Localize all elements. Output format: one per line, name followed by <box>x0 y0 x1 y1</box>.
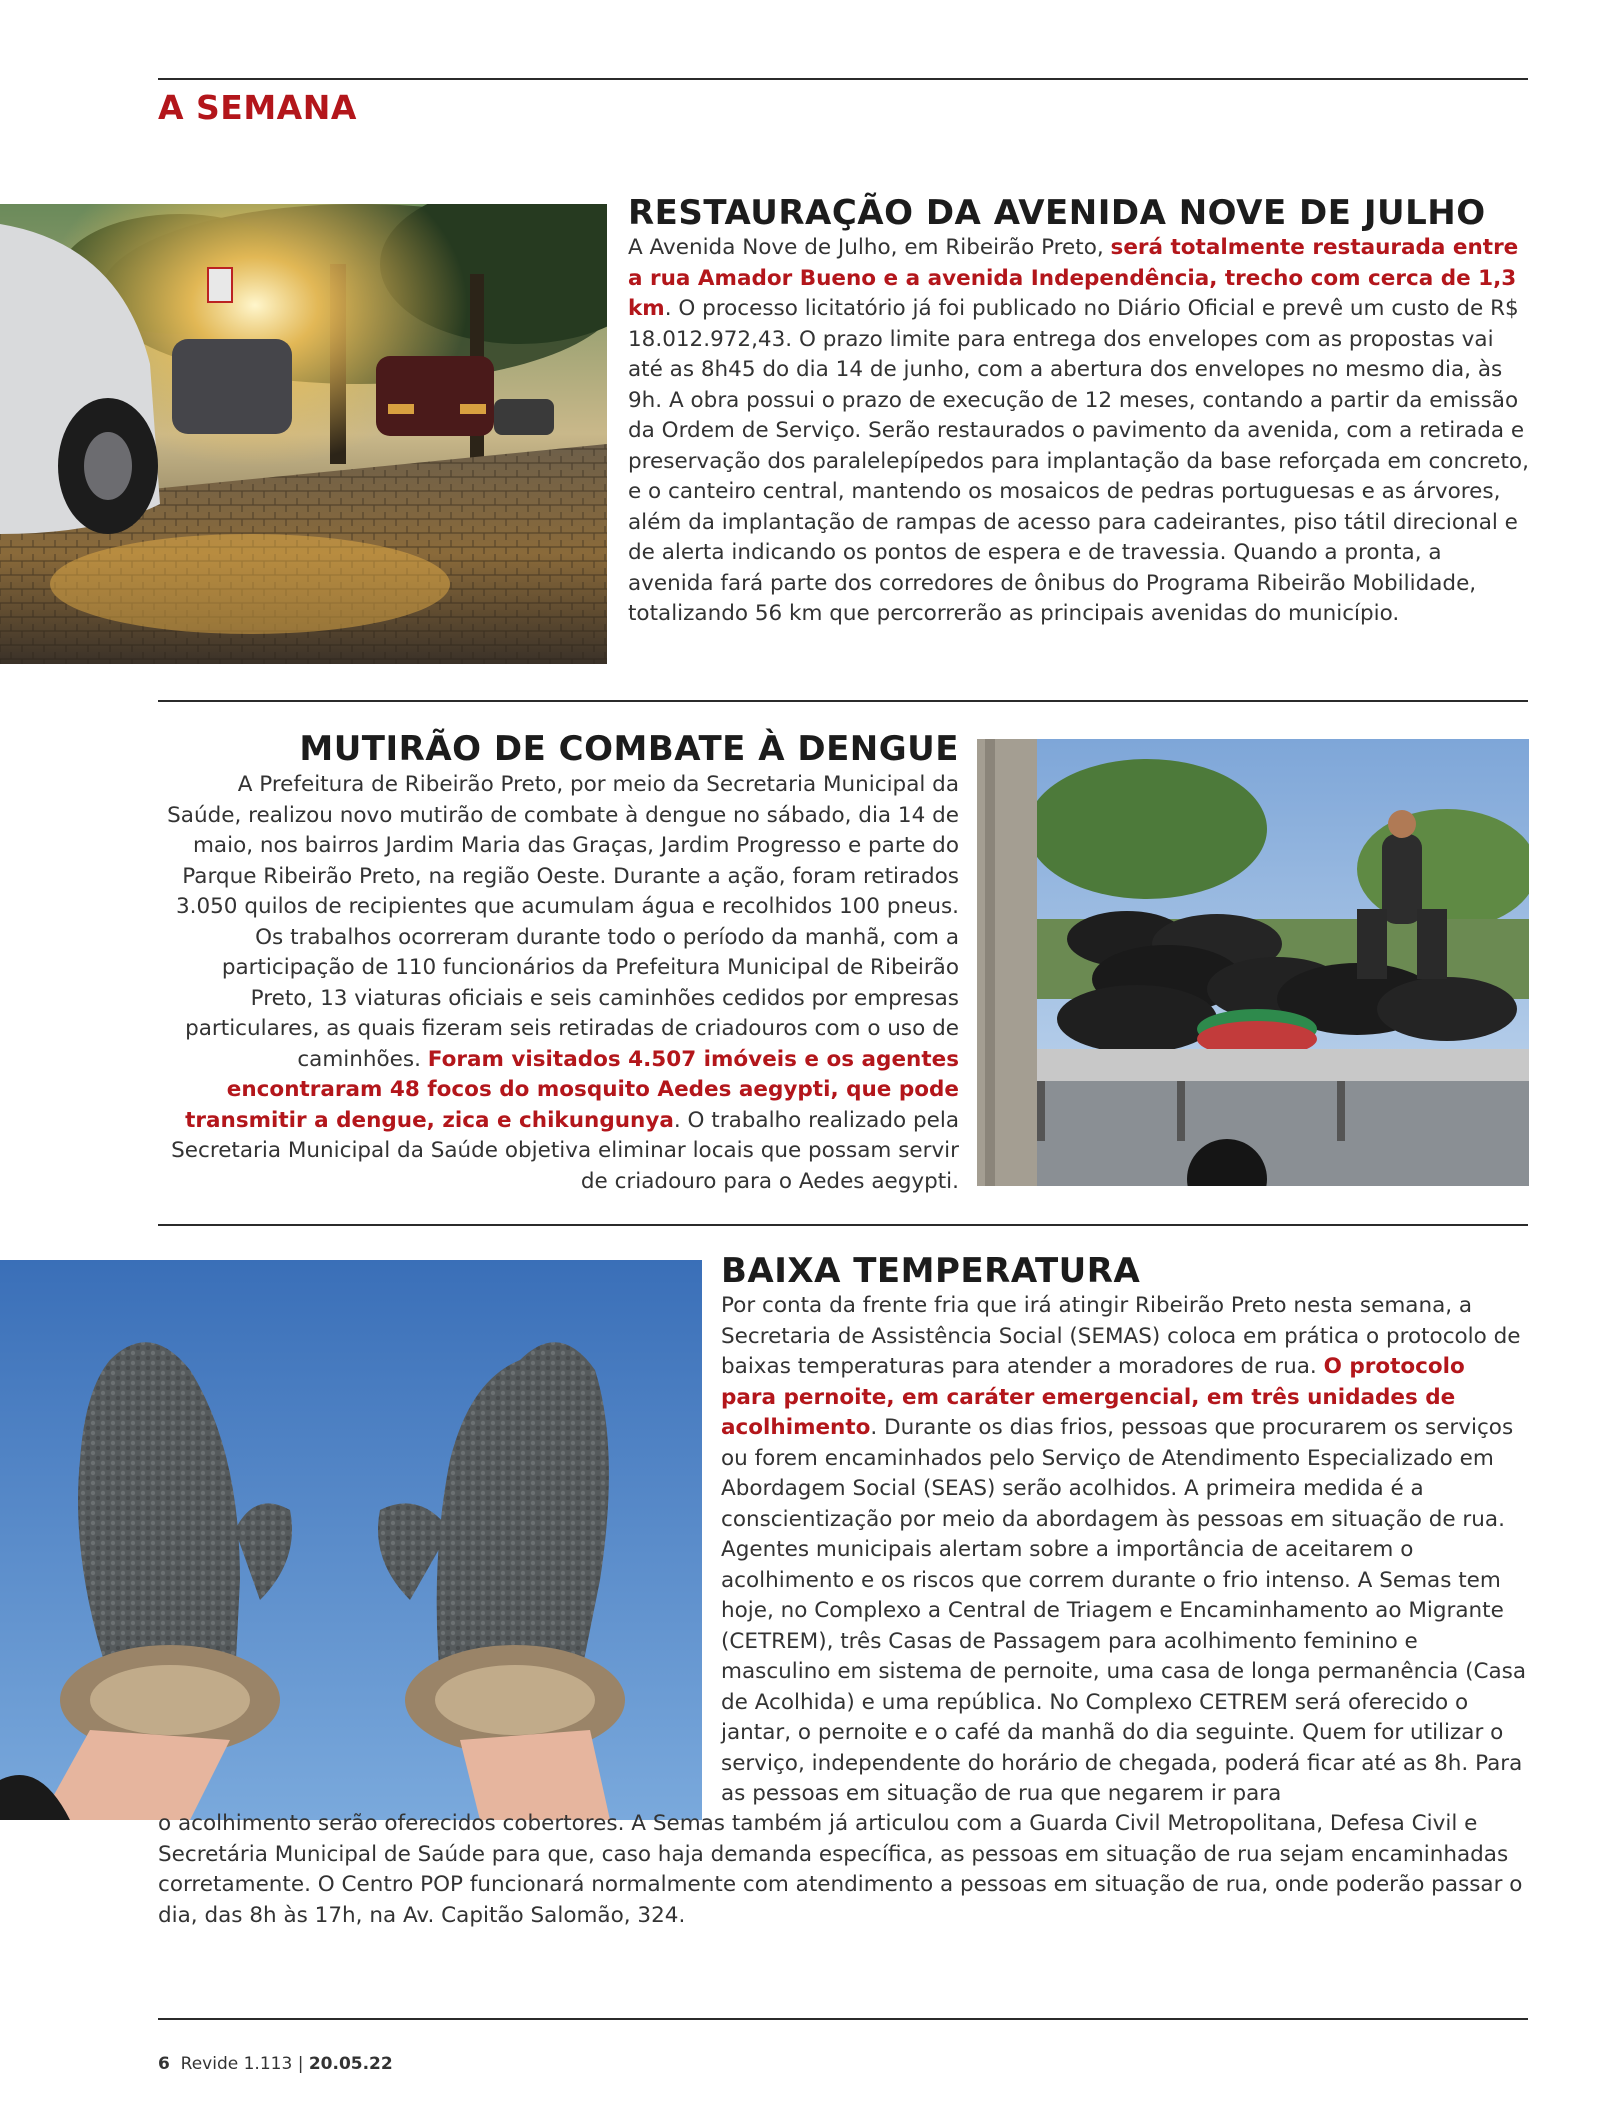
article-highlight: Foram visitados 4.507 imóveis e os agentes encontraram 48 focos do mosquito Aedes aegypti, que pode transmitir a dengue, zica e chikungunya <box>185 1046 959 1133</box>
footer-separator: | <box>297 2054 304 2074</box>
divider-rule <box>158 700 1528 702</box>
article-title: MUTIRÃO DE COMBATE À DENGUE <box>299 729 959 769</box>
avenue-photo <box>0 204 607 664</box>
article-body: A Prefeitura de Ribeirão Preto, por meio da Secretaria Municipal da Saúde, realizou novo mutirão de combate à dengue no sábado, dia 14 de maio, nos bairros Jardim Maria das Graças, Jardim Progresso e parte do Parque Ribeirão Preto, na região Oeste. Durante a ação, foram retirados 3.050 quilos de recipientes que acumulam água e recolhidos 100 pneus. Os trabalhos ocorreram durante todo o período da manhã, com a participação de 110 funcionários da Prefeitura Municipal de Ribeirão Preto, 13 viaturas oficiais e seis caminhões cedidos por empresas particulares, as quais fizeram seis retiradas de criadouros com o uso de caminhões. Foram visitados 4.507 imóveis e os agentes encontraram 48 focos do mosquito Aedes aegypti, que pode transmitir a dengue, zica e chikungunya. O trabalho realizado pela Secretaria Municipal da Saúde objetiva eliminar locais que possam servir de criadouro para o Aedes aegypti. <box>167 772 959 1194</box>
section-title: A SEMANA <box>158 88 357 127</box>
article-highlight: O protocolo para pernoite, em caráter emergencial, em três unidades de acolhimento <box>721 1354 1465 1440</box>
issue-date: 20.05.22 <box>308 2054 393 2074</box>
article-highlight: será totalmente restaurada entre a rua Amador Bueno e a avenida Independência, trecho com cerca de 1,3 km <box>628 235 1519 321</box>
article-title: BAIXA TEMPERATURA <box>721 1251 1141 1291</box>
page-number: 6 <box>158 2054 170 2074</box>
tires-truck-photo <box>977 739 1529 1186</box>
article-body-continued: o acolhimento serão oferecidos cobertores. A Semas também já articulou com a Guarda Civil Metropolitana, Defesa Civil e Secretária Municipal de Saúde para que, caso haja demanda específica, as pessoas em situação de rua sejam encaminhadas corretamente. O Centro POP funcionará normalmente com atendimento a pessoas em situação de rua, onde poderão passar o dia, das 8h às 17h, na Av. Capitão Salomão, 324. <box>158 1811 1523 1928</box>
bottom-rule <box>158 2018 1528 2020</box>
article-title: RESTAURAÇÃO DA AVENIDA NOVE DE JULHO <box>628 193 1486 233</box>
issue-label: Revide 1.113 <box>180 2054 293 2074</box>
article-body: A Avenida Nove de Julho, em Ribeirão Preto, será totalmente restaurada entre a rua Amador Bueno e a avenida Independência, trecho com cerca de 1,3 km. O processo licitatório já foi publicado no Diário Oficial e prevê um custo de R$ 18.012.972,43. O prazo limite para entrega dos envelopes com as propostas vai até as 8h45 do dia 14 de junho, com a abertura dos envelopes no mesmo dia, às 9h. A obra possui o prazo de execução de 12 meses, contando a partir da emissão da Ordem de Serviço. Serão restaurados o pavimento da avenida, com a retirada e preservação dos paralelepípedos para implantação da base reforçada em concreto, e o canteiro central, mantendo os mosaicos de pedras portuguesas e as árvores, além da implantação de rampas de acesso para cadeirantes, piso tátil direcional e de alerta indicando os pontos de espera e de travessia. Quando a pronta, a avenida fará parte dos corredores de ônibus do Programa Ribeirão Mobilidade, totalizando 56 km que percorrerão as principais avenidas do município. <box>628 235 1529 626</box>
article-body: Por conta da frente fria que irá atingir Ribeirão Preto nesta semana, a Secretaria de Assistência Social (SEMAS) coloca em prática o protocolo de baixas temperaturas para atender a moradores de rua. O protocolo para pernoite, em caráter emergencial, em três unidades de acolhimento. Durante os dias frios, pessoas que procurarem os serviços ou forem encaminhados pelo Serviço de Atendimento Especializado em Abordagem Social (SEAS) serão acolhidos. A primeira medida é a conscientização por meio da abordagem às pessoas em situação de rua. Agentes municipais alertam sobre a importância de aceitarem o acolhimento e os riscos que correm durante o frio intenso. A Semas tem hoje, no Complexo a Central de Triagem e Encaminhamento ao Migrante (CETREM), três Casas de Passagem para acolhimento feminino e masculino em sistema de pernoite, uma casa de longa permanência (Casa de Acolhida) e uma república. No Complexo CETREM será oferecido o jantar, o pernoite e o café da manhã do dia seguinte. Quem for utilizar o serviço, independente do horário de chegada, poderá ficar até as 8h. Para as pessoas em situação de rua que negarem ir para <box>721 1293 1527 1806</box>
page-footer <box>158 2054 393 2074</box>
divider-rule <box>158 1224 1528 1226</box>
top-rule <box>158 78 1528 80</box>
mittens-photo <box>0 1260 702 1820</box>
